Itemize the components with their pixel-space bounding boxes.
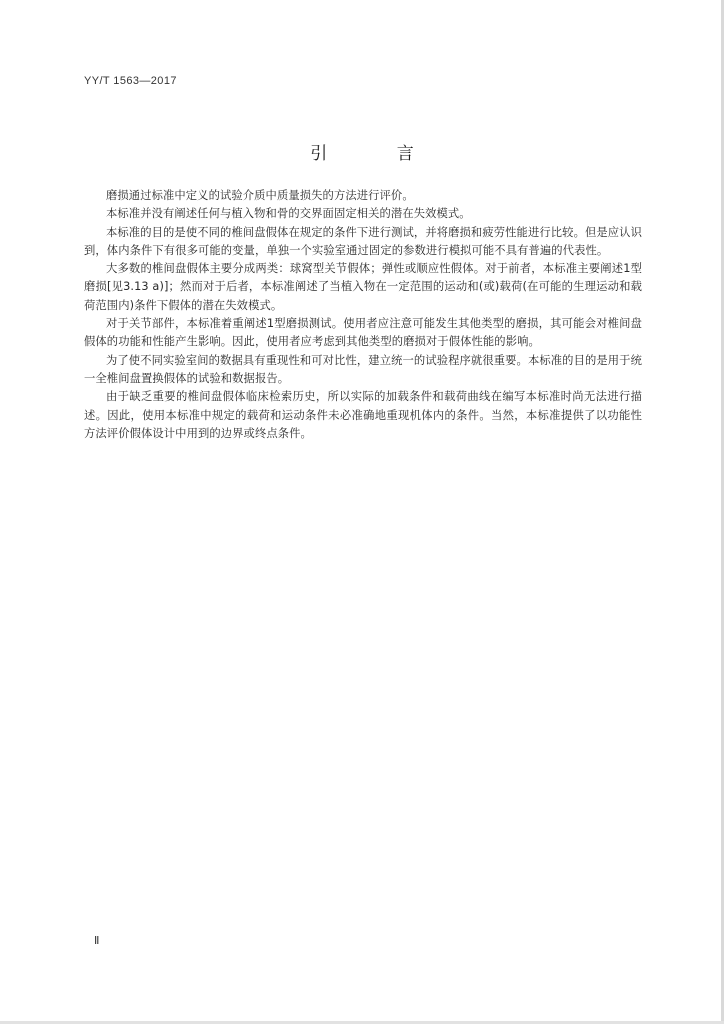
- paragraph-7: 由于缺乏重要的椎间盘假体临床检索历史，所以实际的加载条件和载荷曲线在编写本标准时尚无法进行描述。因此，使用本标准中规定的载荷和运动条件未必准确地重现机体内的条件。当然，本标准提供了以功能性方法评价假体设计中用到的边界或终点条件。: [84, 390, 642, 440]
- page-number: Ⅱ: [94, 935, 100, 947]
- introduction-body: [84, 187, 642, 443]
- paragraph-6: 为了使不同实验室间的数据具有重现性和可对比性，建立统一的试验程序就很重要。本标准的目的是用于统一全椎间盘置换假体的试验和数据报告。: [84, 353, 642, 385]
- standard-code-header: YY/T 1563—2017: [84, 75, 177, 87]
- page-title: 引 言: [310, 144, 446, 164]
- paragraph-5: 对于关节部件，本标准着重阐述1型磨损测试。使用者应注意可能发生其他类型的磨损，其可能会对椎间盘假体的功能和性能产生影响。因此，使用者应考虑到其他类型的磨损对于假体性能的影响。: [84, 317, 642, 349]
- paragraph-4: 大多数的椎间盘假体主要分成两类：球窝型关节假体；弹性或顺应性假体。对于前者，本标准主要阐述1型磨损[见3.13 a)]；然而对于后者，本标准阐述了当植入物在一定范围的运动和(或)载荷(在可能的生理运动和载荷范围内)条件下假体的潜在失效模式。: [84, 262, 642, 312]
- paragraph-3: 本标准的目的是使不同的椎间盘假体在规定的条件下进行测试，并将磨损和疲劳性能进行比较。但是应认识到，体内条件下有很多可能的变量，单独一个实验室通过固定的参数进行模拟可能不具有普遍的代表性。: [84, 225, 642, 257]
- paragraph-1: 磨损通过标准中定义的试验介质中质量损失的方法进行评价。: [106, 189, 414, 202]
- paragraph-2: 本标准并没有阐述任何与植入物和骨的交界面固定相关的潜在失效模式。: [106, 207, 471, 221]
